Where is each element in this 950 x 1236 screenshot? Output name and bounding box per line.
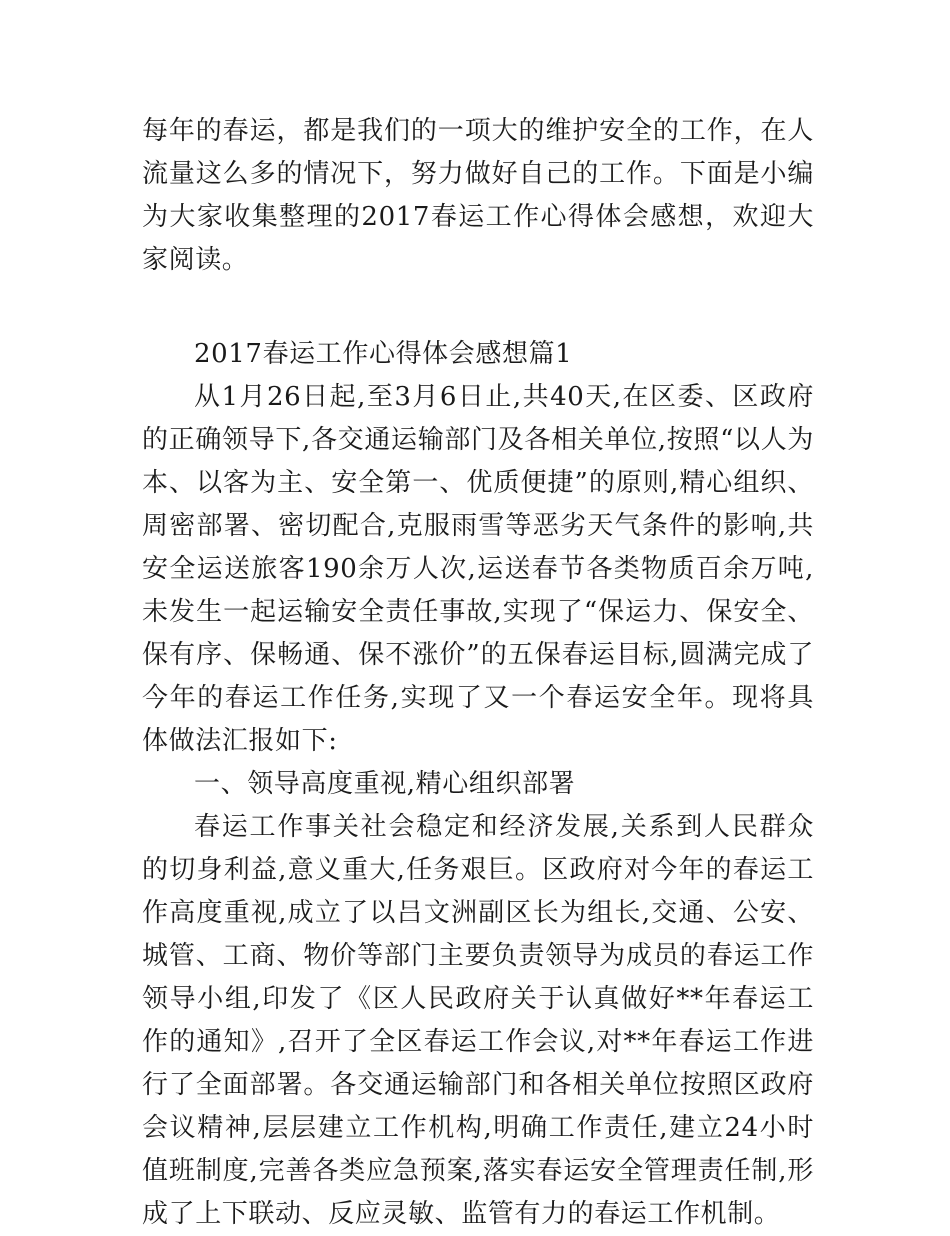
body-paragraph-2: 春运工作事关社会稳定和经济发展,关系到人民群众的切身利益,意义重大,任务艰巨。区政府对今年的春运工作高度重视,成立了以吕文洲副区长为组长,交通、公安、城管、工商、物价等部门主要负责领导为成员的春运工作领导小组,印发了《区人民政府关于认真做好**年春运工作的通知》,召开了全区春运工作会议,对**年春运工作进行了全面部署。各交通运输部门和各相关单位按照区政府会议精神,层层建立工作机构,明确工作责任,建立24小时值班制度,完善各类应急预案,落实春运安全管理责任制,形成了上下联动、反应灵敏、监管有力的春运工作机制。 xyxy=(142,812,814,1229)
intro-paragraph: 每年的春运，都是我们的一项大的维护安全的工作，在人流量这么多的情况下，努力做好自己的工作。下面是小编为大家收集整理的2017春运工作心得体会感想，欢迎大家阅读。 xyxy=(142,116,814,275)
section-heading-1: 一、领导高度重视,精心组织部署 xyxy=(194,769,576,799)
document-body xyxy=(142,110,814,1236)
article-title: 2017春运工作心得体会感想篇1 xyxy=(194,339,573,369)
body-paragraph-1: 从1月26日起,至3月6日止,共40天,在区委、区政府的正确领导下,各交通运输部门及各相关单位,按照“以人为本、以客为主、安全第一、优质便捷”的原则,精心组织、周密部署、密切配合,克服雨雪等恶劣天气条件的影响,共安全运送旅客190余万人次,运送春节各类物质百余万吨,未发生一起运输安全责任事故,实现了“保运力、保安全、保有序、保畅通、保不涨价”的五保春运目标,圆满完成了今年的春运工作任务,实现了又一个春运安全年。现将具体做法汇报如下: xyxy=(142,382,814,756)
